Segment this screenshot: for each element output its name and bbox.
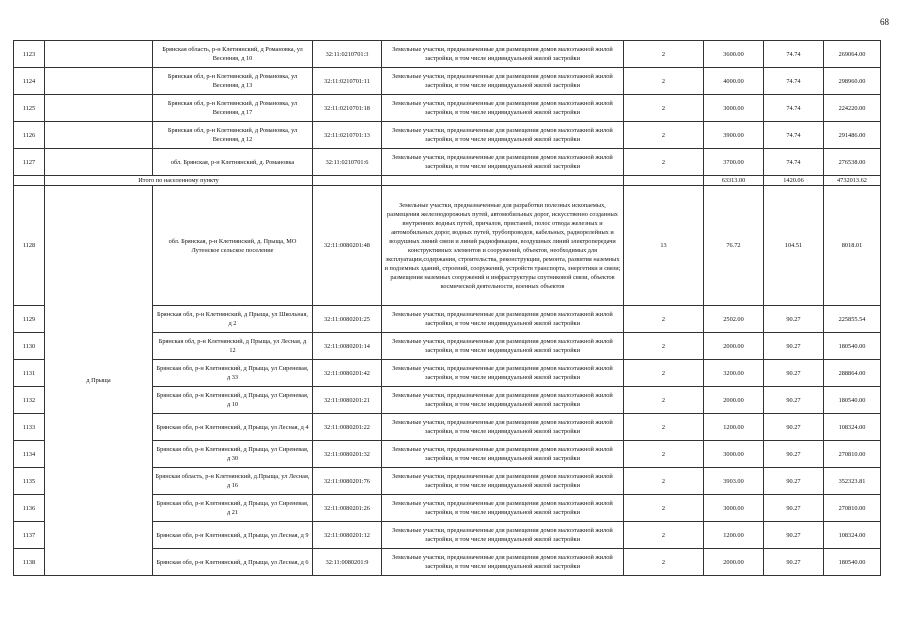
settlement-cell — [45, 68, 153, 95]
table-body — [14, 41, 881, 576]
row-number: 1123 — [14, 41, 45, 68]
cadastral-number: 32:11:0210701:13 — [313, 122, 382, 149]
cadastral-number: 32:11:0080201:9 — [313, 549, 382, 576]
address-cell: Брянская область, р-н Клетнянский, д.Прыща, ул Лесная, д 16 — [153, 468, 313, 495]
group-code: 2 — [624, 549, 704, 576]
area-value: 2000.00 — [704, 549, 764, 576]
settlement-cell — [45, 122, 153, 149]
rate-value: 74.74 — [764, 95, 824, 122]
group-code: 2 — [624, 360, 704, 387]
settlement-cell — [45, 41, 153, 68]
land-use-purpose: Земельные участки, предназначенные для размещения домов малоэтажной жилой застройки, в том числе индивидуальной жилой застройки — [382, 468, 624, 495]
land-use-purpose: Земельные участки, предназначенные для размещения домов малоэтажной жилой застройки, в том числе индивидуальной жилой застройки — [382, 522, 624, 549]
cadastral-value: 108324.00 — [824, 522, 881, 549]
rate-value: 90.27 — [764, 414, 824, 441]
row-number: 1137 — [14, 522, 45, 549]
cadastral-value: 276538.00 — [824, 149, 881, 176]
group-code: 2 — [624, 495, 704, 522]
address-cell: Брянская обл, р-н Клетнянский, д Прыща, ул Сиреневая, д 10 — [153, 387, 313, 414]
address-cell: Брянская обл, р-н Клетнянский, д Прыща, ул Лесная, д 9 — [153, 522, 313, 549]
row-number: 1136 — [14, 495, 45, 522]
total-rate: 1420.06 — [764, 176, 824, 186]
cadastral-value: 288864.00 — [824, 360, 881, 387]
cadastral-number: 32:11:0210701:11 — [313, 68, 382, 95]
area-value: 3000.00 — [704, 495, 764, 522]
area-value: 1200.00 — [704, 414, 764, 441]
row-number: 1135 — [14, 468, 45, 495]
rate-value: 104.51 — [764, 186, 824, 306]
row-number: 1132 — [14, 387, 45, 414]
area-value: 3000.00 — [704, 95, 764, 122]
settlement-cell — [45, 95, 153, 122]
address-cell: обл. Брянская, р-н Клетнянский, д. Прыща, МО Лутенское сельское поселение — [153, 186, 313, 306]
row-number: 1127 — [14, 149, 45, 176]
row-number: 1129 — [14, 306, 45, 333]
rate-value: 90.27 — [764, 306, 824, 333]
cadastral-number: 32:11:0080201:42 — [313, 360, 382, 387]
settlement-name: д Прыща — [45, 186, 153, 576]
cadastral-number: 32:11:0080201:14 — [313, 333, 382, 360]
cadastral-number: 32:11:0210701:6 — [313, 149, 382, 176]
land-use-purpose: Земельные участки, предназначенные для размещения домов малоэтажной жилой застройки, в том числе индивидуальной жилой застройки — [382, 122, 624, 149]
area-value: 3200.00 — [704, 360, 764, 387]
total-label: Итого по населенному пункту — [45, 176, 313, 186]
land-use-purpose: Земельные участки, предназначенные для размещения домов малоэтажной жилой застройки, в том числе индивидуальной жилой застройки — [382, 95, 624, 122]
address-cell: Брянская обл, р-н Клетнянский, д Романовка, ул Весенняя, д 13 — [153, 68, 313, 95]
row-number: 1126 — [14, 122, 45, 149]
row-number: 1138 — [14, 549, 45, 576]
row-number: 1130 — [14, 333, 45, 360]
area-value: 2000.00 — [704, 333, 764, 360]
cadastral-number: 32:11:0080201:22 — [313, 414, 382, 441]
group-code: 2 — [624, 306, 704, 333]
land-use-purpose: Земельные участки, предназначенные для размещения домов малоэтажной жилой застройки, в том числе индивидуальной жилой застройки — [382, 306, 624, 333]
group-code: 2 — [624, 522, 704, 549]
land-use-purpose: Земельные участки, предназначенные для размещения домов малоэтажной жилой застройки, в том числе индивидуальной жилой застройки — [382, 414, 624, 441]
cadastral-value: 291486.00 — [824, 122, 881, 149]
land-use-purpose: Земельные участки, предназначенные для размещения домов малоэтажной жилой застройки, в том числе индивидуальной жилой застройки — [382, 360, 624, 387]
table-row — [14, 68, 881, 95]
address-cell: Брянская обл, р-н Клетнянский, д Романовка, ул Весенняя, д 12 — [153, 122, 313, 149]
total-area: 63313.00 — [704, 176, 764, 186]
group-code: 2 — [624, 414, 704, 441]
cadastral-value: 352323.81 — [824, 468, 881, 495]
rate-value: 90.27 — [764, 495, 824, 522]
area-value: 3600.00 — [704, 41, 764, 68]
cadastral-value: 269064.00 — [824, 41, 881, 68]
land-use-purpose: Земельные участки, предназначенные для размещения домов малоэтажной жилой застройки, в том числе индивидуальной жилой застройки — [382, 68, 624, 95]
area-value: 3900.00 — [704, 122, 764, 149]
address-cell: Брянская обл, р-н Клетнянский, д Прыща, ул Лесная, д 12 — [153, 333, 313, 360]
cadastral-value: 270810.00 — [824, 495, 881, 522]
cadastral-value: 298960.00 — [824, 68, 881, 95]
address-cell: Брянская обл, р-н Клетнянский, д Прыща, ул Сиреневая, д 33 — [153, 360, 313, 387]
land-use-purpose: Земельные участки, предназначенные для разработки полезных ископаемых, размещения железнодорожных путей, автомобильных дорог, искусственно созданных внутренних водных путей, причалов, пристаней, полос отвода железных и автомобильных дорог, водных путей, трубопроводов, кабельных, радиорелейных и воздушных линий связи и линий радиофикации, воздушных линий электропередачи конструктивных элементов и сооружений, объектов, необходимых для эксплуатации,содержания, строительства, реконструкции, ремонта, развития наземных и подземных зданий, строений, сооружений, устройств транспорта, энергетики и связи; размещения наземных сооружений и инфраструктуры спутниковой связи, объектов космической деятельности, военных объектов — [382, 186, 624, 306]
land-use-purpose: Земельные участки, предназначенные для размещения домов малоэтажной жилой застройки, в том числе индивидуальной жилой застройки — [382, 41, 624, 68]
rate-value: 74.74 — [764, 149, 824, 176]
cadastral-value: 108324.00 — [824, 414, 881, 441]
group-code: 2 — [624, 68, 704, 95]
cadastral-number: 32:11:0210701:18 — [313, 95, 382, 122]
land-use-purpose: Земельные участки, предназначенные для размещения домов малоэтажной жилой застройки, в том числе индивидуальной жилой застройки — [382, 549, 624, 576]
cadastral-value-table — [13, 40, 881, 576]
cadastral-number: 32:11:0210701:3 — [313, 41, 382, 68]
cadastral-value: 180540.00 — [824, 549, 881, 576]
rate-value: 74.74 — [764, 41, 824, 68]
area-value: 3700.00 — [704, 149, 764, 176]
cadastral-value: 8018.01 — [824, 186, 881, 306]
area-value: 4000.00 — [704, 68, 764, 95]
rate-value: 90.27 — [764, 387, 824, 414]
area-value: 1200.00 — [704, 522, 764, 549]
group-code: 13 — [624, 186, 704, 306]
rate-value: 90.27 — [764, 468, 824, 495]
table-row — [14, 95, 881, 122]
group-code: 2 — [624, 149, 704, 176]
table-row — [14, 149, 881, 176]
rate-value: 74.74 — [764, 68, 824, 95]
cadastral-number: 32:11:0080201:48 — [313, 186, 382, 306]
area-value: 3903.00 — [704, 468, 764, 495]
rate-value: 90.27 — [764, 549, 824, 576]
group-code: 2 — [624, 441, 704, 468]
total-row — [14, 176, 881, 186]
land-use-purpose: Земельные участки, предназначенные для размещения домов малоэтажной жилой застройки, в том числе индивидуальной жилой застройки — [382, 149, 624, 176]
cadastral-number: 32:11:0080201:32 — [313, 441, 382, 468]
address-cell: Брянская обл, р-н Клетнянский, д Прыща, ул Сиреневая, д 30 — [153, 441, 313, 468]
rate-value: 90.27 — [764, 333, 824, 360]
cadastral-value: 180540.00 — [824, 333, 881, 360]
rate-value: 90.27 — [764, 522, 824, 549]
area-value: 2000.00 — [704, 387, 764, 414]
address-cell: Брянская область, р-н Клетнянский, д Романовка, ул Весенняя, д 10 — [153, 41, 313, 68]
table-row — [14, 122, 881, 149]
cadastral-number: 32:11:0080201:26 — [313, 495, 382, 522]
group-code: 2 — [624, 41, 704, 68]
cadastral-number: 32:11:0080201:21 — [313, 387, 382, 414]
group-code: 2 — [624, 468, 704, 495]
land-use-purpose: Земельные участки, предназначенные для размещения домов малоэтажной жилой застройки, в том числе индивидуальной жилой застройки — [382, 441, 624, 468]
area-value: 76.72 — [704, 186, 764, 306]
row-number: 1128 — [14, 186, 45, 306]
address-cell: Брянская обл, р-н Клетнянский, д Прыща, ул Сиреневая, д 21 — [153, 495, 313, 522]
land-use-purpose: Земельные участки, предназначенные для размещения домов малоэтажной жилой застройки, в том числе индивидуальной жилой застройки — [382, 333, 624, 360]
row-number: 1125 — [14, 95, 45, 122]
row-number: 1124 — [14, 68, 45, 95]
total-spacer — [313, 176, 382, 186]
group-code: 2 — [624, 387, 704, 414]
address-cell: обл. Брянская, р-н Клетнянский, д. Романовка — [153, 149, 313, 176]
rate-value: 90.27 — [764, 441, 824, 468]
cadastral-number: 32:11:0080201:12 — [313, 522, 382, 549]
cadastral-value: 225855.54 — [824, 306, 881, 333]
area-value: 2502.00 — [704, 306, 764, 333]
group-code: 2 — [624, 122, 704, 149]
total-spacer — [382, 176, 624, 186]
cadastral-value: 180540.00 — [824, 387, 881, 414]
group-code: 2 — [624, 95, 704, 122]
land-use-purpose: Земельные участки, предназначенные для размещения домов малоэтажной жилой застройки, в том числе индивидуальной жилой застройки — [382, 387, 624, 414]
area-value: 3000.00 — [704, 441, 764, 468]
total-value: 4732013.62 — [824, 176, 881, 186]
settlement-cell — [45, 149, 153, 176]
address-cell: Брянская обл, р-н Клетнянский, д Романовка, ул Весенняя, д 17 — [153, 95, 313, 122]
rate-value: 74.74 — [764, 122, 824, 149]
rate-value: 90.27 — [764, 360, 824, 387]
cadastral-number: 32:11:0080201:76 — [313, 468, 382, 495]
row-number: 1133 — [14, 414, 45, 441]
address-cell: Брянская обл, р-н Клетнянский, д Прыща, ул Школьная, д 2 — [153, 306, 313, 333]
page-number: 68 — [880, 17, 889, 27]
table-row — [14, 186, 881, 306]
group-code: 2 — [624, 333, 704, 360]
address-cell: Брянская обл, р-н Клетнянский, д Прыща, ул Лесная, д 4 — [153, 414, 313, 441]
total-spacer — [14, 176, 45, 186]
total-spacer — [624, 176, 704, 186]
cadastral-number: 32:11:0080201:25 — [313, 306, 382, 333]
address-cell: Брянская обл, р-н Клетнянский, д Прыща, ул Лесная, д 6 — [153, 549, 313, 576]
cadastral-value: 224220.00 — [824, 95, 881, 122]
cadastral-value: 270810.00 — [824, 441, 881, 468]
land-use-purpose: Земельные участки, предназначенные для размещения домов малоэтажной жилой застройки, в том числе индивидуальной жилой застройки — [382, 495, 624, 522]
row-number: 1134 — [14, 441, 45, 468]
row-number: 1131 — [14, 360, 45, 387]
table-row — [14, 41, 881, 68]
